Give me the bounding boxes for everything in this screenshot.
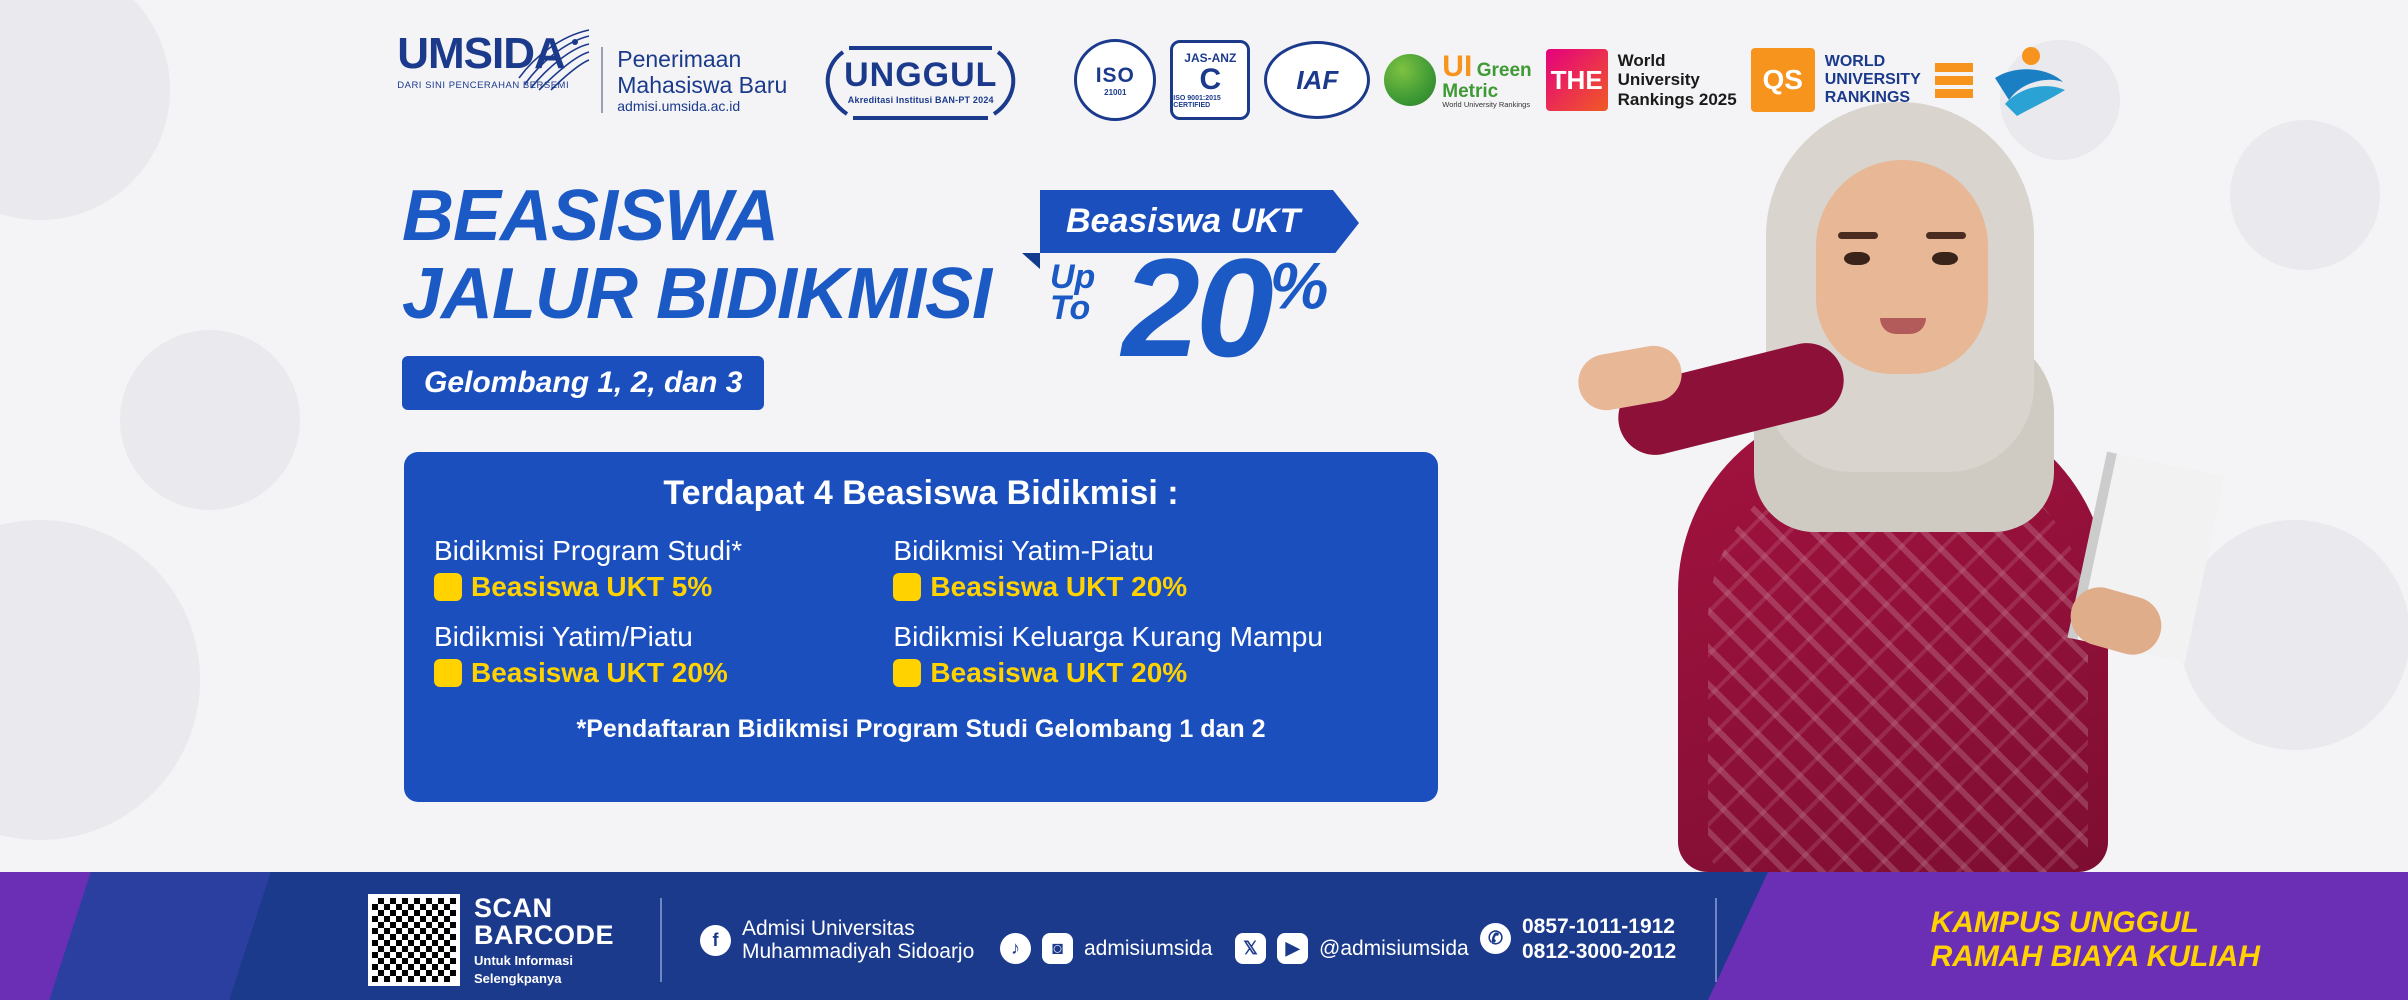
qs-mark: QS bbox=[1751, 48, 1815, 112]
iso-sub: 21001 bbox=[1104, 87, 1127, 97]
ukt-ribbon-label: Beasiswa UKT bbox=[1066, 202, 1301, 240]
ui-greenmetric-badge bbox=[1384, 49, 1532, 109]
qr-block[interactable] bbox=[368, 894, 614, 986]
tiktok-instagram-item[interactable] bbox=[1000, 933, 1212, 964]
iso-badge bbox=[1074, 39, 1156, 121]
student-photo bbox=[1558, 32, 2258, 872]
footer-divider bbox=[660, 898, 662, 982]
unggul-label: UNGGUL bbox=[844, 55, 998, 94]
panel-title: Terdapat 4 Beasiswa Bidikmisi : bbox=[663, 474, 1179, 512]
ribbon-tail bbox=[1022, 253, 1040, 269]
model-eye bbox=[1844, 252, 1870, 265]
tiktok-instagram-handle: admisiumsida bbox=[1084, 936, 1213, 960]
check-icon: ✓ bbox=[893, 659, 921, 687]
facebook-item[interactable] bbox=[700, 917, 974, 964]
metric-label: Metric bbox=[1442, 80, 1499, 102]
headline-line2: JALUR BIDIKMISI bbox=[402, 253, 992, 334]
headline-block bbox=[402, 178, 991, 410]
scholarship-value: Beasiswa UKT 20% bbox=[930, 571, 1188, 602]
decorative-blob bbox=[0, 520, 200, 840]
pmb-line2: Mahasiswa Baru bbox=[617, 71, 788, 98]
list-item bbox=[893, 621, 1408, 689]
check-icon: ✓ bbox=[434, 659, 462, 687]
phone-numbers bbox=[1522, 914, 1676, 964]
scholarship-value: Beasiswa UKT 20% bbox=[471, 657, 728, 688]
iso-title: ISO bbox=[1095, 63, 1135, 87]
phone-line2: 0812-3000-2012 bbox=[1522, 939, 1677, 963]
scan-line2: BARCODE bbox=[474, 920, 615, 950]
x-icon[interactable]: 𝕏 bbox=[1235, 933, 1266, 964]
globe-icon bbox=[1384, 54, 1436, 106]
scholarship-name: Bidikmisi Yatim-Piatu bbox=[893, 535, 1154, 566]
footer-tagline bbox=[1931, 906, 2260, 974]
gelombang-badge: Gelombang 1, 2, dan 3 bbox=[402, 356, 764, 410]
qs-line3: RANKINGS bbox=[1824, 88, 1911, 106]
pmb-line1: Penerimaan bbox=[617, 45, 742, 72]
check-icon: ✓ bbox=[893, 573, 921, 601]
umsida-logo bbox=[397, 29, 788, 128]
facebook-line1: Admisi Universitas bbox=[742, 916, 915, 940]
the-line2: University bbox=[1617, 70, 1700, 90]
umsida-tagline: DARI SINI PENCERAHAN BERSEMI bbox=[397, 80, 570, 91]
footer-bar bbox=[0, 872, 2408, 1000]
scholarship-list bbox=[434, 535, 1408, 689]
ui-label: UI bbox=[1442, 49, 1473, 83]
starburst-icon bbox=[515, 26, 593, 92]
iaf-title: IAF bbox=[1296, 64, 1339, 95]
scan-text bbox=[474, 895, 614, 985]
scholarship-value: Beasiswa UKT 5% bbox=[471, 571, 713, 602]
x-youtube-handle: @admisiumsida bbox=[1319, 936, 1469, 960]
the-line3: Rankings 2025 bbox=[1617, 89, 1737, 109]
iaf-badge bbox=[1264, 41, 1370, 119]
list-item bbox=[434, 621, 893, 689]
model-eye bbox=[1932, 252, 1958, 265]
footer-divider bbox=[1715, 898, 1717, 982]
phone-line1: 0857-1011-1912 bbox=[1522, 914, 1675, 938]
tagline-line1: KAMPUS UNGGUL bbox=[1930, 905, 2199, 939]
scan-line3b: Selengkpanya bbox=[474, 971, 562, 986]
facebook-text bbox=[742, 917, 974, 964]
tiktok-icon[interactable]: ♪ bbox=[1000, 933, 1031, 964]
logo-divider bbox=[601, 47, 603, 113]
up-word: Up bbox=[1050, 258, 1096, 296]
model-brow bbox=[1838, 232, 1878, 239]
qs-line2: UNIVERSITY bbox=[1824, 71, 1921, 89]
discount-number: 20 bbox=[1122, 229, 1270, 386]
laurel-icon bbox=[813, 34, 1028, 126]
the-line1: World bbox=[1617, 51, 1666, 71]
scholarship-name: Bidikmisi Program Studi* bbox=[434, 535, 743, 566]
qs-line1: WORLD bbox=[1824, 53, 1886, 71]
whatsapp-item[interactable] bbox=[1480, 914, 1676, 964]
up-to-label bbox=[1050, 258, 1096, 327]
discount-value bbox=[1122, 229, 1327, 386]
pmb-text bbox=[617, 46, 787, 115]
umsida-logomark bbox=[397, 29, 587, 128]
to-word: To bbox=[1050, 288, 1091, 327]
the-mark: THE bbox=[1546, 49, 1608, 111]
percent-sign: % bbox=[1269, 248, 1327, 323]
scholarship-name: Bidikmisi Yatim/Piatu bbox=[434, 621, 693, 652]
jas-anz-sub: ISO 9001:2015 CERTIFIED bbox=[1173, 95, 1221, 109]
scholarship-name: Bidikmisi Keluarga Kurang Mampu bbox=[893, 621, 1323, 652]
qr-code[interactable] bbox=[368, 894, 460, 986]
jas-anz-grade: C bbox=[1199, 63, 1222, 96]
decorative-blob bbox=[120, 330, 300, 510]
model-face bbox=[1816, 160, 1988, 374]
jas-anz-title: JAS-ANZ bbox=[1184, 51, 1237, 65]
youtube-icon[interactable]: ▶ bbox=[1277, 933, 1308, 964]
unggul-accreditation-badge bbox=[813, 34, 1028, 126]
headline-line1: BEASISWA bbox=[402, 176, 779, 256]
umsida-wordmark: UMSIDA bbox=[397, 29, 565, 78]
scan-line1: SCAN bbox=[474, 893, 553, 923]
scholarship-panel bbox=[404, 452, 1438, 802]
tagline-line2: RAMAH BIAYA KULIAH bbox=[1930, 939, 2260, 973]
scan-line3a: Untuk Informasi bbox=[474, 953, 573, 968]
pmb-website: admisi.umsida.ac.id bbox=[617, 98, 741, 115]
qr-code-pattern bbox=[372, 898, 456, 982]
ui-greenmetric-sub: World University Rankings bbox=[1442, 99, 1531, 109]
whatsapp-icon[interactable]: ✆ bbox=[1480, 923, 1511, 954]
scholarship-value: Beasiswa UKT 20% bbox=[930, 657, 1188, 688]
facebook-line2: Muhammadiyah Sidoarjo bbox=[742, 940, 975, 964]
model-brow bbox=[1926, 232, 1966, 239]
facebook-icon[interactable]: f bbox=[700, 925, 731, 956]
x-youtube-item[interactable] bbox=[1235, 933, 1469, 964]
list-item bbox=[434, 535, 893, 603]
list-item bbox=[893, 535, 1408, 603]
instagram-icon[interactable]: ◙ bbox=[1042, 933, 1073, 964]
green-label: Green bbox=[1476, 59, 1532, 81]
jas-anz-badge bbox=[1170, 40, 1250, 120]
panel-note: *Pendaftaran Bidikmisi Program Studi Gelombang 1 dan 2 bbox=[576, 715, 1266, 743]
unggul-sublabel: Akreditasi Institusi BAN-PT 2024 bbox=[847, 94, 994, 105]
check-icon: ✓ bbox=[434, 573, 462, 601]
